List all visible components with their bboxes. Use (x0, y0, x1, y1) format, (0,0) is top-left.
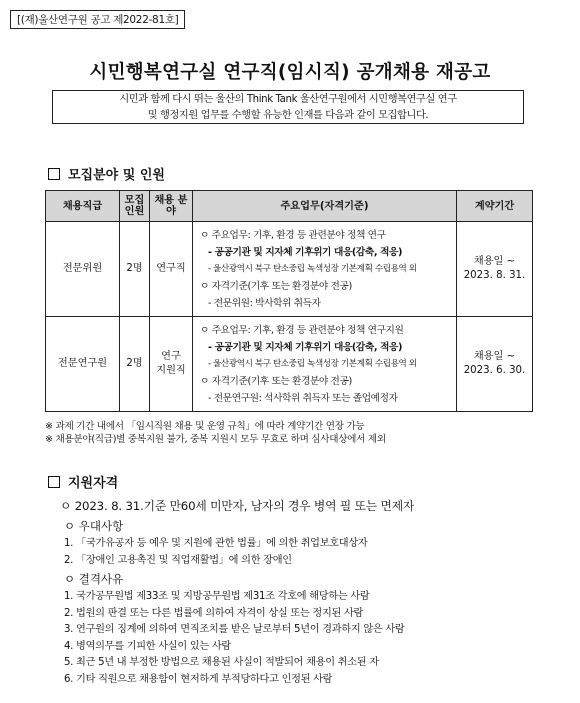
duty-line: - 공공기관 및 지자체 기후위기 대응(감축, 적응) (208, 246, 403, 258)
list-item: 4. 병역의무를 기피한 사실이 있는 사람 (64, 640, 231, 652)
qualifications-list (60, 496, 414, 688)
period-cell (457, 222, 533, 317)
col-header-grade: 채용직급 (46, 191, 120, 222)
count-cell: 2명 (120, 317, 150, 412)
duty-line: ㅇ 주요업무: 기후, 환경 등 관련분야 정책 연구지원 (200, 324, 404, 336)
col-header-count: 모집 인원 (120, 191, 150, 222)
period-end: 2023. 6. 30. (463, 365, 526, 376)
field-line-2: 지원직 (156, 365, 186, 376)
list-item: 2. 「장애인 고용촉진 및 직업재활법」에 의한 장애인 (64, 554, 292, 566)
field-cell: 연구직 (150, 222, 193, 317)
duty-line: ㅇ 자격기준(기후 또는 환경분야 전공) (200, 375, 352, 387)
period-end: 2023. 8. 31. (463, 270, 526, 281)
note-line: ※ 채용분야(직급)별 중복지원 불가, 중복 지원시 모두 무효로 하며 심사대상에서 제외 (45, 434, 386, 445)
age-requirement: ㅇ 2023. 8. 31.기준 만60세 미만자, 남자의 경우 병역 필 또는 면제자 (60, 499, 415, 513)
period-start: 채용일 ~ (473, 351, 516, 362)
section-heading-recruitment (48, 164, 165, 183)
grade-cell: 전문연구원 (46, 317, 120, 412)
square-bullet-icon (48, 476, 60, 488)
list-item: 3. 연구원의 징계에 의하여 면직조치를 받은 날로부터 5년이 경과하지 않은 사람 (64, 624, 405, 635)
table-notes (45, 420, 386, 446)
square-bullet-icon (48, 168, 60, 180)
notice-number: [(재)울산연구원 공고 제2022-81호] (10, 10, 185, 29)
section-heading-text: 지원자격 (68, 476, 119, 491)
table-row (46, 317, 533, 412)
preference-heading: ㅇ 우대사항 (64, 519, 124, 533)
note-line: ※ 과제 기간 내에서 「임시직원 채용 및 운영 규칙」에 따라 계약기간 연장 가능 (45, 421, 365, 432)
field-cell (150, 317, 193, 412)
intro-line-1: 시민과 함께 다시 뛰는 울산의 Think Tank 울산연구원에서 시민행복연구실 연구 (119, 94, 457, 105)
intro-line-2: 및 행정지원 업무를 수행할 유능한 인재를 다음과 같이 모집합니다. (147, 110, 429, 121)
duty-line: - 전문위원: 박사학위 취득자 (208, 297, 321, 309)
period-cell (457, 317, 533, 412)
section-heading-qualifications (48, 472, 118, 491)
duty-line: - 울산광역시 북구 탄소중립 녹색성장 기본계획 수립용역 외 (208, 358, 417, 369)
list-item: 2. 법원의 판결 또는 다른 법률에 의하여 자격이 상실 또는 정지된 사람 (64, 607, 364, 619)
table-header-row (46, 191, 533, 222)
field-line-1: 연구 (161, 351, 181, 362)
period-start: 채용일 ~ (473, 256, 516, 267)
list-item: 1. 국가공무원법 제33조 및 지방공무원법 제31조 각호에 해당하는 사람 (64, 591, 370, 602)
duty-line: - 울산광역시 북구 탄소중립 녹색성장 기본계획 수립용역 외 (208, 263, 417, 274)
list-item: 6. 기타 직원으로 채용함이 현저하게 부적당하다고 인정된 사람 (64, 673, 333, 685)
duties-cell (193, 222, 457, 317)
section-heading-text: 모집분야 및 인원 (68, 168, 165, 183)
table-row (46, 222, 533, 317)
list-item: 1. 「국가유공자 등 예우 및 지원에 관한 법률」에 의한 취업보호대상자 (64, 538, 368, 549)
grade-cell: 전문위원 (46, 222, 120, 317)
count-cell: 2명 (120, 222, 150, 317)
duty-line: - 전문연구원: 석사학위 취득자 또는 졸업예정자 (208, 392, 398, 404)
page-title: 시민행복연구실 연구직(임시직) 공개채용 재공고 (89, 62, 491, 83)
col-header-period: 계약기간 (457, 191, 533, 222)
intro-box (52, 90, 524, 124)
col-header-duties: 주요업무(자격기준) (193, 191, 457, 222)
duty-line: ㅇ 자격기준(기후 또는 환경분야 전공) (200, 280, 352, 292)
col-header-field: 채용 분야 (150, 191, 193, 222)
duty-line: ㅇ 주요업무: 기후, 환경 등 관련분야 정책 연구 (200, 229, 386, 241)
duty-line: - 공공기관 및 지자체 기후위기 대응(감축, 적응) (208, 341, 403, 353)
list-item: 5. 최근 5년 내 부정한 방법으로 채용된 사실이 적발되어 채용이 취소된 자 (64, 657, 379, 668)
disqualification-heading: ㅇ 결격사유 (64, 572, 124, 586)
duties-cell (193, 317, 457, 412)
recruitment-table (45, 190, 533, 412)
